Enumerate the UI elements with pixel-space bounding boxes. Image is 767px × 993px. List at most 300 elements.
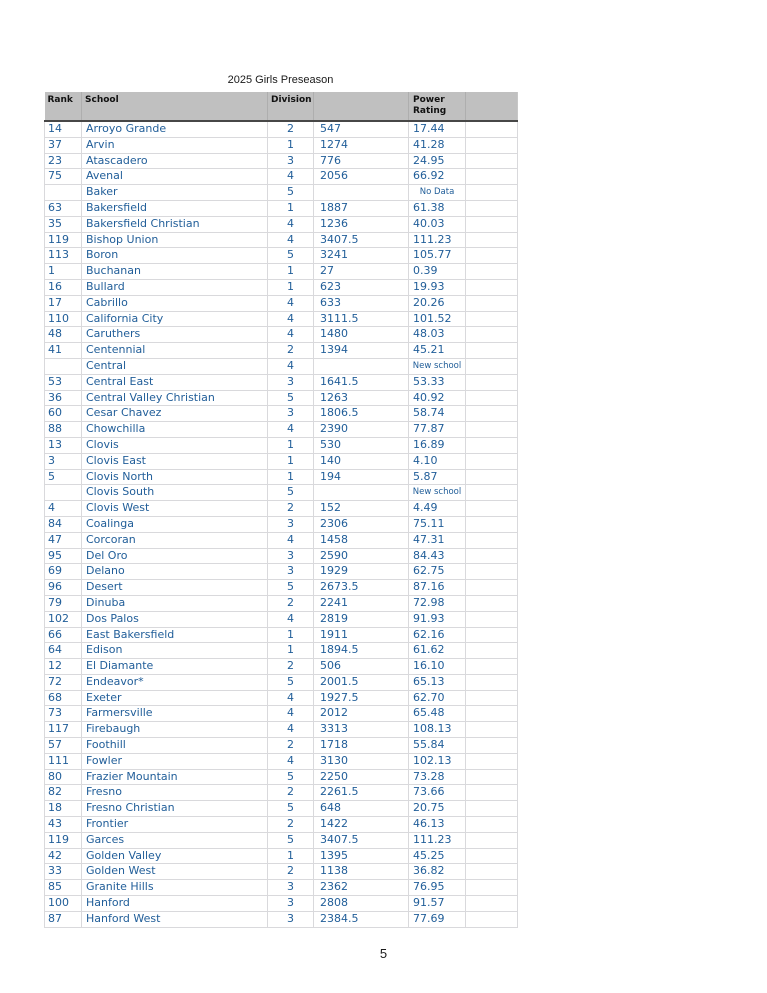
cell-division: 3 [268, 516, 314, 532]
cell-school: Fresno Christian [82, 801, 268, 817]
cell-rank: 12 [45, 659, 82, 675]
cell-rank: 87 [45, 911, 82, 927]
cell-division: 4 [268, 327, 314, 343]
cell-blank [466, 343, 518, 359]
table-row [45, 769, 518, 785]
column-header-division: Division [268, 92, 314, 121]
cell-points: 506 [314, 659, 409, 675]
cell-school: Frazier Mountain [82, 769, 268, 785]
cell-blank [466, 896, 518, 912]
cell-rank: 48 [45, 327, 82, 343]
cell-blank [466, 627, 518, 643]
cell-points: 3407.5 [314, 832, 409, 848]
cell-rating: 91.57 [409, 896, 466, 912]
cell-rank: 63 [45, 200, 82, 216]
cell-school: California City [82, 311, 268, 327]
cell-blank [466, 232, 518, 248]
cell-rank: 95 [45, 548, 82, 564]
cell-points: 2590 [314, 548, 409, 564]
cell-points: 3130 [314, 753, 409, 769]
cell-rank: 113 [45, 248, 82, 264]
cell-points: 1394 [314, 343, 409, 359]
cell-school: Bishop Union [82, 232, 268, 248]
cell-rank: 68 [45, 690, 82, 706]
cell-rating: 47.31 [409, 532, 466, 548]
cell-division: 1 [268, 848, 314, 864]
cell-blank [466, 548, 518, 564]
cell-blank [466, 390, 518, 406]
cell-blank [466, 501, 518, 517]
table-row [45, 817, 518, 833]
table-row [45, 848, 518, 864]
cell-points: 530 [314, 437, 409, 453]
cell-division: 4 [268, 690, 314, 706]
cell-blank [466, 580, 518, 596]
table-row [45, 595, 518, 611]
cell-rating: 53.33 [409, 374, 466, 390]
cell-rating: 87.16 [409, 580, 466, 596]
cell-points: 1806.5 [314, 406, 409, 422]
table-row [45, 706, 518, 722]
cell-division: 4 [268, 753, 314, 769]
cell-rank: 47 [45, 532, 82, 548]
cell-rating: 45.21 [409, 343, 466, 359]
cell-points: 1422 [314, 817, 409, 833]
cell-points: 152 [314, 501, 409, 517]
cell-division: 3 [268, 911, 314, 927]
cell-blank [466, 279, 518, 295]
table-row [45, 722, 518, 738]
cell-rating: 77.87 [409, 422, 466, 438]
cell-school: Cesar Chavez [82, 406, 268, 422]
cell-rating: 24.95 [409, 153, 466, 169]
cell-rank: 16 [45, 279, 82, 295]
cell-rating: 66.92 [409, 169, 466, 185]
cell-points: 776 [314, 153, 409, 169]
header-row [45, 92, 518, 121]
cell-division: 1 [268, 137, 314, 153]
cell-school: Coalinga [82, 516, 268, 532]
table-row [45, 627, 518, 643]
table-row [45, 564, 518, 580]
cell-division: 3 [268, 374, 314, 390]
cell-school: Fowler [82, 753, 268, 769]
table-row [45, 880, 518, 896]
cell-rating: 20.26 [409, 295, 466, 311]
cell-division: 4 [268, 611, 314, 627]
cell-rating: 45.25 [409, 848, 466, 864]
cell-rank: 17 [45, 295, 82, 311]
cell-division: 3 [268, 153, 314, 169]
cell-division: 1 [268, 643, 314, 659]
cell-rating: 75.11 [409, 516, 466, 532]
cell-division: 5 [268, 674, 314, 690]
cell-blank [466, 532, 518, 548]
cell-blank [466, 374, 518, 390]
cell-blank [466, 880, 518, 896]
cell-blank [466, 690, 518, 706]
cell-points: 2250 [314, 769, 409, 785]
cell-rating: 76.95 [409, 880, 466, 896]
cell-school: Dos Palos [82, 611, 268, 627]
cell-rating: 20.75 [409, 801, 466, 817]
cell-blank [466, 832, 518, 848]
cell-division: 2 [268, 738, 314, 754]
cell-rank: 119 [45, 832, 82, 848]
cell-blank [466, 437, 518, 453]
cell-school: Del Oro [82, 548, 268, 564]
cell-school: Firebaugh [82, 722, 268, 738]
cell-rank: 42 [45, 848, 82, 864]
cell-division: 1 [268, 264, 314, 280]
cell-points: 2384.5 [314, 911, 409, 927]
cell-division: 5 [268, 390, 314, 406]
cell-rank: 36 [45, 390, 82, 406]
table-row [45, 896, 518, 912]
cell-school: Buchanan [82, 264, 268, 280]
cell-blank [466, 264, 518, 280]
page-title: 2025 Girls Preseason [227, 74, 334, 86]
cell-division: 1 [268, 469, 314, 485]
table-row [45, 422, 518, 438]
cell-blank [466, 216, 518, 232]
cell-rating: 73.28 [409, 769, 466, 785]
column-header-points [314, 92, 409, 121]
cell-school: Central East [82, 374, 268, 390]
cell-blank [466, 643, 518, 659]
cell-school: Foothill [82, 738, 268, 754]
cell-rating: 46.13 [409, 817, 466, 833]
cell-rank: 111 [45, 753, 82, 769]
cell-blank [466, 674, 518, 690]
table-row [45, 406, 518, 422]
cell-blank [466, 801, 518, 817]
cell-rating: 0.39 [409, 264, 466, 280]
column-header-rank: Rank [45, 92, 82, 121]
cell-division: 3 [268, 564, 314, 580]
cell-blank [466, 516, 518, 532]
cell-school: Desert [82, 580, 268, 596]
cell-blank [466, 327, 518, 343]
cell-rating: 62.75 [409, 564, 466, 580]
cell-rank: 1 [45, 264, 82, 280]
cell-division: 4 [268, 422, 314, 438]
cell-rating: 4.49 [409, 501, 466, 517]
cell-blank [466, 817, 518, 833]
cell-rating: 111.23 [409, 832, 466, 848]
table-row [45, 185, 518, 201]
cell-rank: 80 [45, 769, 82, 785]
cell-points: 3407.5 [314, 232, 409, 248]
cell-rank: 57 [45, 738, 82, 754]
cell-blank [466, 485, 518, 501]
cell-rank: 102 [45, 611, 82, 627]
cell-school: East Bakersfield [82, 627, 268, 643]
cell-rating: 72.98 [409, 595, 466, 611]
cell-rating: 108.13 [409, 722, 466, 738]
cell-blank [466, 659, 518, 675]
cell-division: 2 [268, 343, 314, 359]
cell-blank [466, 611, 518, 627]
table-row [45, 911, 518, 927]
cell-rating: No Data [409, 185, 466, 201]
cell-division: 4 [268, 295, 314, 311]
cell-blank [466, 911, 518, 927]
cell-division: 5 [268, 769, 314, 785]
cell-blank [466, 469, 518, 485]
cell-rank: 100 [45, 896, 82, 912]
cell-points [314, 358, 409, 374]
cell-division: 1 [268, 200, 314, 216]
table-row [45, 248, 518, 264]
cell-points: 194 [314, 469, 409, 485]
cell-division: 1 [268, 437, 314, 453]
cell-rank: 18 [45, 801, 82, 817]
cell-rank: 14 [45, 121, 82, 137]
cell-rating: 102.13 [409, 753, 466, 769]
cell-school: El Diamante [82, 659, 268, 675]
cell-school: Central [82, 358, 268, 374]
cell-points: 1458 [314, 532, 409, 548]
cell-points: 623 [314, 279, 409, 295]
table-row [45, 137, 518, 153]
cell-school: Frontier [82, 817, 268, 833]
cell-points: 1395 [314, 848, 409, 864]
table-row [45, 690, 518, 706]
cell-school: Clovis [82, 437, 268, 453]
cell-division: 5 [268, 185, 314, 201]
cell-rating: 65.13 [409, 674, 466, 690]
table-row [45, 832, 518, 848]
cell-blank [466, 595, 518, 611]
cell-rank: 69 [45, 564, 82, 580]
table-row [45, 311, 518, 327]
cell-points: 2390 [314, 422, 409, 438]
table-row [45, 374, 518, 390]
cell-points: 2056 [314, 169, 409, 185]
cell-division: 4 [268, 722, 314, 738]
cell-division: 4 [268, 216, 314, 232]
cell-division: 4 [268, 311, 314, 327]
cell-division: 3 [268, 548, 314, 564]
cell-blank [466, 422, 518, 438]
cell-points: 1138 [314, 864, 409, 880]
table-row [45, 785, 518, 801]
cell-blank [466, 153, 518, 169]
cell-rating: 40.03 [409, 216, 466, 232]
cell-rank: 110 [45, 311, 82, 327]
cell-rating: 73.66 [409, 785, 466, 801]
cell-school: Clovis North [82, 469, 268, 485]
cell-school: Exeter [82, 690, 268, 706]
cell-school: Arroyo Grande [82, 121, 268, 137]
cell-division: 4 [268, 532, 314, 548]
cell-rank: 96 [45, 580, 82, 596]
cell-school: Endeavor* [82, 674, 268, 690]
cell-rating: 101.52 [409, 311, 466, 327]
table-row [45, 864, 518, 880]
cell-school: Edison [82, 643, 268, 659]
cell-rating: 84.43 [409, 548, 466, 564]
cell-division: 5 [268, 801, 314, 817]
cell-division: 1 [268, 627, 314, 643]
cell-division: 4 [268, 706, 314, 722]
cell-points: 2819 [314, 611, 409, 627]
table-row [45, 453, 518, 469]
cell-rating: 40.92 [409, 390, 466, 406]
table-row [45, 343, 518, 359]
cell-rank [45, 185, 82, 201]
cell-rank: 13 [45, 437, 82, 453]
cell-rating: 17.44 [409, 121, 466, 137]
cell-rank: 117 [45, 722, 82, 738]
cell-rating: 5.87 [409, 469, 466, 485]
cell-rating: 4.10 [409, 453, 466, 469]
table-row [45, 501, 518, 517]
cell-blank [466, 311, 518, 327]
cell-division: 4 [268, 169, 314, 185]
cell-rating: 36.82 [409, 864, 466, 880]
cell-division: 2 [268, 659, 314, 675]
cell-rating: 61.38 [409, 200, 466, 216]
cell-rating: 61.62 [409, 643, 466, 659]
cell-school: Atascadero [82, 153, 268, 169]
cell-school: Bullard [82, 279, 268, 295]
cell-school: Central Valley Christian [82, 390, 268, 406]
table-row [45, 738, 518, 754]
column-header-blank [466, 92, 518, 121]
cell-points: 648 [314, 801, 409, 817]
cell-rank: 72 [45, 674, 82, 690]
cell-points: 1887 [314, 200, 409, 216]
cell-blank [466, 248, 518, 264]
cell-rank: 66 [45, 627, 82, 643]
table-row [45, 753, 518, 769]
cell-blank [466, 121, 518, 137]
cell-blank [466, 564, 518, 580]
table-row [45, 516, 518, 532]
cell-rank [45, 485, 82, 501]
table-row [45, 532, 518, 548]
cell-school: Golden Valley [82, 848, 268, 864]
cell-rank: 75 [45, 169, 82, 185]
table-row [45, 232, 518, 248]
cell-rating: 41.28 [409, 137, 466, 153]
cell-points: 1894.5 [314, 643, 409, 659]
rankings-table [44, 92, 518, 928]
cell-blank [466, 848, 518, 864]
cell-school: Fresno [82, 785, 268, 801]
cell-points: 1274 [314, 137, 409, 153]
cell-school: Farmersville [82, 706, 268, 722]
table-row [45, 295, 518, 311]
cell-points: 1929 [314, 564, 409, 580]
cell-school: Centennial [82, 343, 268, 359]
cell-division: 1 [268, 453, 314, 469]
table-row [45, 659, 518, 675]
cell-points: 2001.5 [314, 674, 409, 690]
cell-division: 2 [268, 501, 314, 517]
cell-rating: 58.74 [409, 406, 466, 422]
cell-rank: 35 [45, 216, 82, 232]
cell-rank: 85 [45, 880, 82, 896]
table-row [45, 580, 518, 596]
cell-points: 1236 [314, 216, 409, 232]
table-row [45, 801, 518, 817]
cell-rating: 77.69 [409, 911, 466, 927]
cell-rank: 4 [45, 501, 82, 517]
cell-rank: 73 [45, 706, 82, 722]
cell-points: 1718 [314, 738, 409, 754]
cell-rating: 65.48 [409, 706, 466, 722]
cell-points: 2306 [314, 516, 409, 532]
cell-points: 27 [314, 264, 409, 280]
cell-points: 1480 [314, 327, 409, 343]
cell-school: Golden West [82, 864, 268, 880]
cell-points [314, 485, 409, 501]
table-row [45, 169, 518, 185]
cell-points: 2808 [314, 896, 409, 912]
cell-rating: 19.93 [409, 279, 466, 295]
cell-points: 1927.5 [314, 690, 409, 706]
cell-blank [466, 137, 518, 153]
table-header [45, 92, 518, 121]
cell-division: 5 [268, 248, 314, 264]
cell-division: 3 [268, 896, 314, 912]
cell-blank [466, 785, 518, 801]
cell-rank: 64 [45, 643, 82, 659]
cell-rank: 84 [45, 516, 82, 532]
cell-rank: 82 [45, 785, 82, 801]
cell-points: 2673.5 [314, 580, 409, 596]
cell-division: 2 [268, 864, 314, 880]
cell-rank: 60 [45, 406, 82, 422]
cell-rating: 48.03 [409, 327, 466, 343]
page-number: 5 [379, 946, 388, 961]
cell-rank: 79 [45, 595, 82, 611]
cell-school: Granite Hills [82, 880, 268, 896]
cell-school: Caruthers [82, 327, 268, 343]
cell-rating: New school [409, 485, 466, 501]
cell-blank [466, 358, 518, 374]
cell-division: 2 [268, 817, 314, 833]
table-row [45, 643, 518, 659]
cell-rating: 62.16 [409, 627, 466, 643]
cell-rank: 53 [45, 374, 82, 390]
cell-school: Chowchilla [82, 422, 268, 438]
cell-division: 5 [268, 832, 314, 848]
table-row [45, 611, 518, 627]
table-row [45, 153, 518, 169]
cell-blank [466, 185, 518, 201]
cell-blank [466, 453, 518, 469]
table-body [45, 121, 518, 927]
cell-division: 3 [268, 406, 314, 422]
cell-points: 1911 [314, 627, 409, 643]
cell-division: 2 [268, 121, 314, 137]
cell-blank [466, 769, 518, 785]
cell-blank [466, 706, 518, 722]
cell-school: Clovis East [82, 453, 268, 469]
table-row [45, 674, 518, 690]
table-row [45, 390, 518, 406]
cell-school: Bakersfield Christian [82, 216, 268, 232]
table-row [45, 200, 518, 216]
cell-division: 2 [268, 595, 314, 611]
cell-rating: 91.93 [409, 611, 466, 627]
cell-school: Hanford [82, 896, 268, 912]
cell-points: 3313 [314, 722, 409, 738]
